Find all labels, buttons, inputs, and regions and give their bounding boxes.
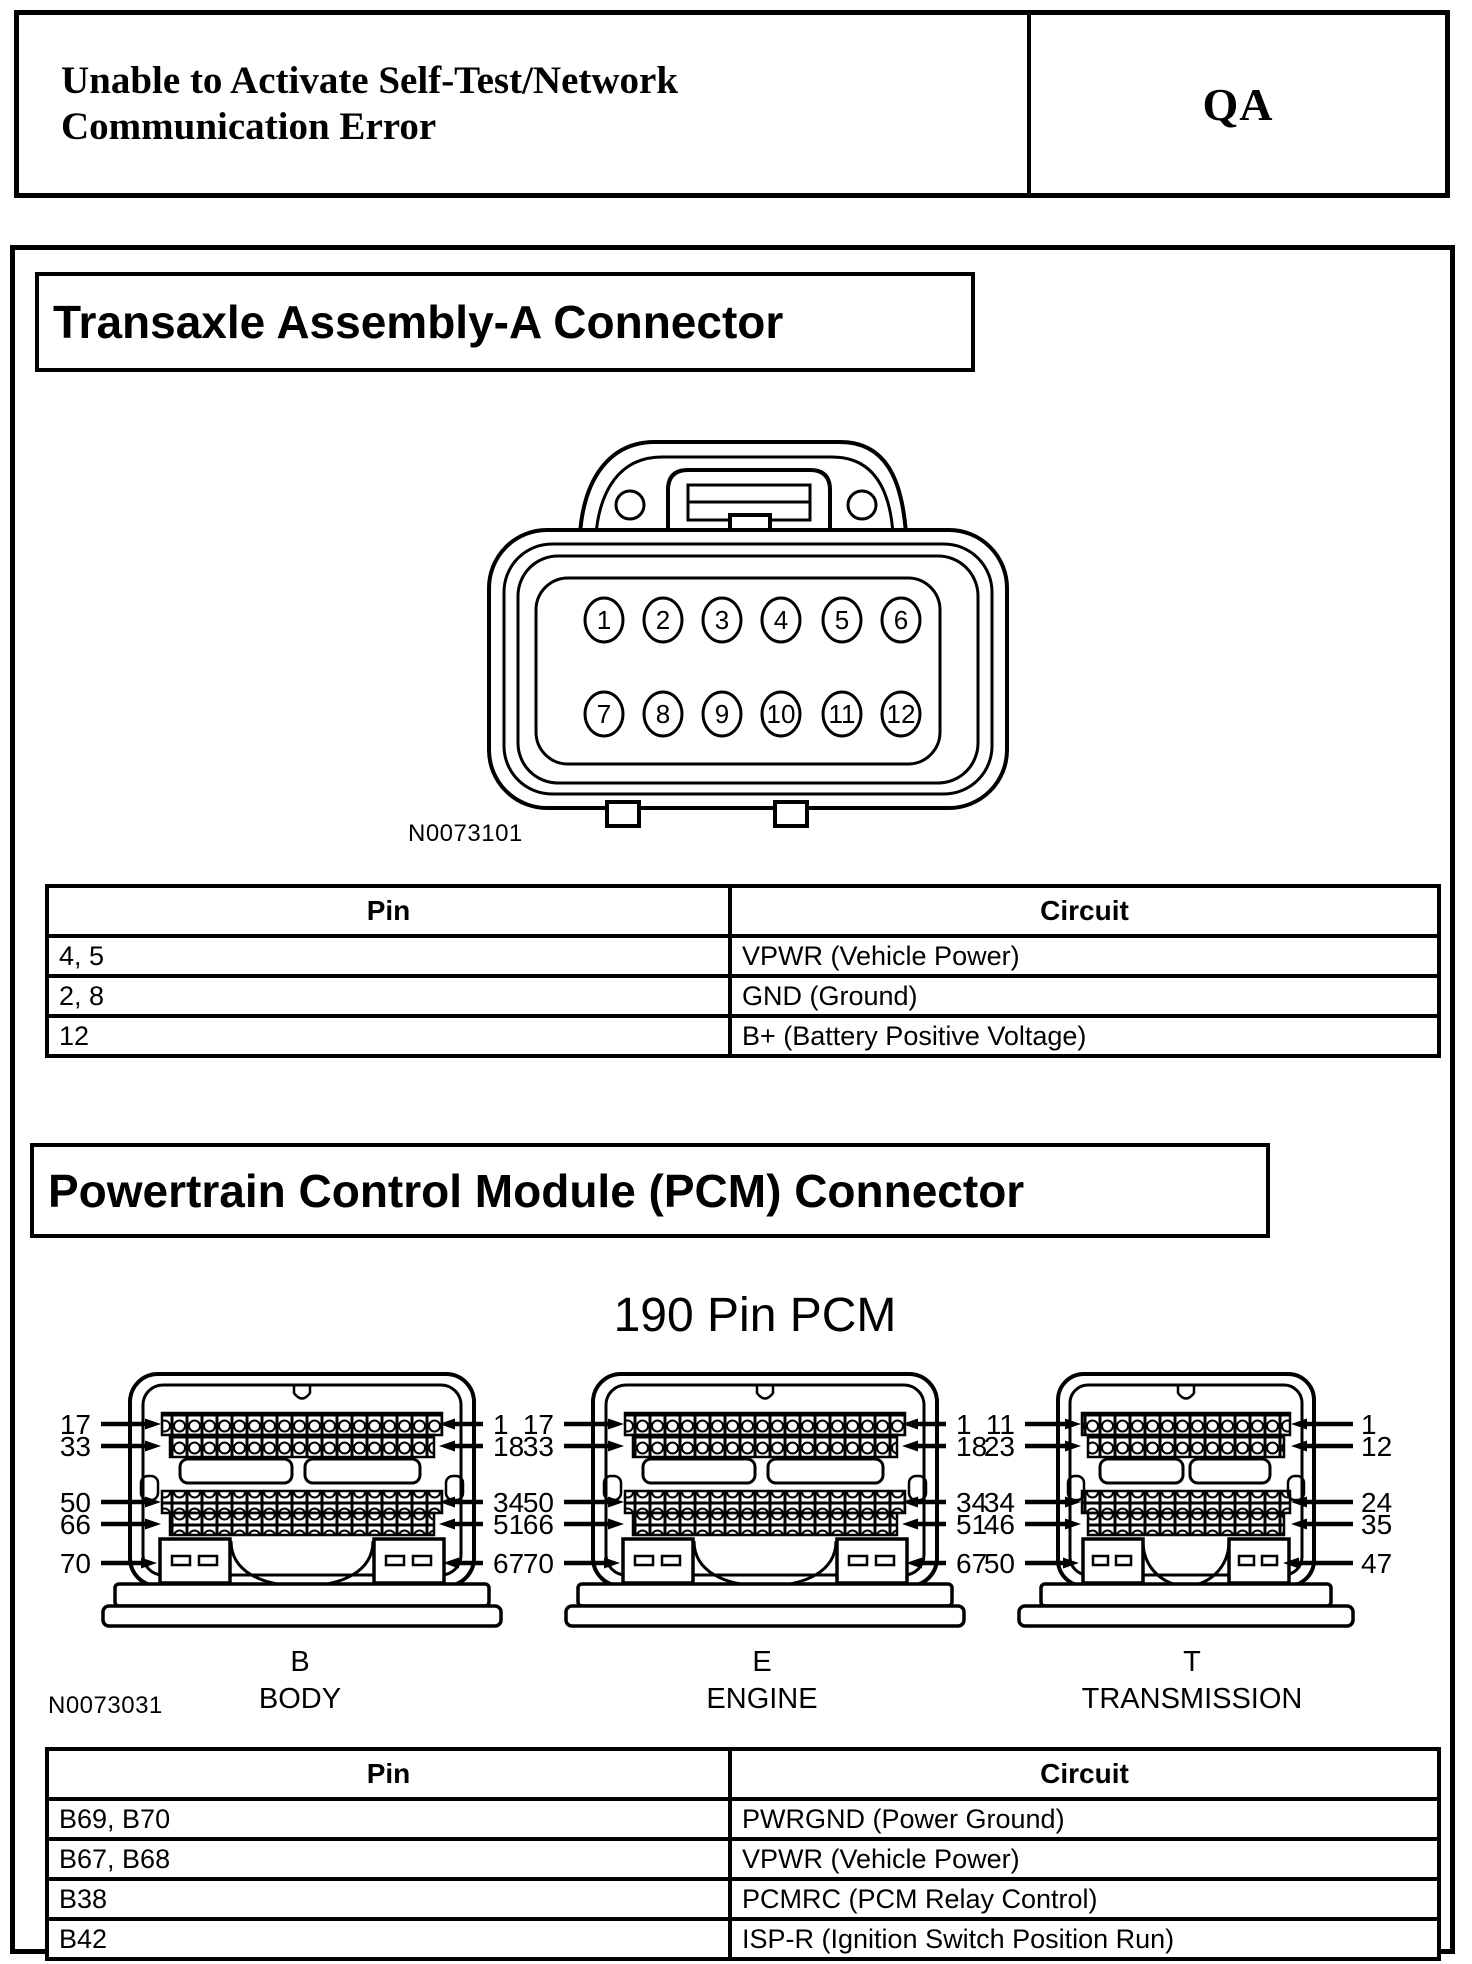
pin-cell: 12 xyxy=(47,1016,730,1056)
pin-number: 2 xyxy=(655,605,671,635)
transaxle-connector-diagram xyxy=(480,438,1020,838)
pcm-pin-label: 33 xyxy=(59,1431,91,1462)
pcm-pin-table xyxy=(45,1747,1441,1961)
pcm-pin-label: 51 xyxy=(956,1509,988,1540)
pcm-pin-label: 70 xyxy=(59,1548,91,1579)
pin-cell: B67, B68 xyxy=(47,1839,730,1879)
table-header-circuit: Circuit xyxy=(730,1749,1439,1799)
table-row xyxy=(47,976,1439,1016)
pcm-pin-label: 67 xyxy=(493,1548,525,1579)
pin-number: 12 xyxy=(886,699,916,729)
pcm-pin-label: 11 xyxy=(985,1409,1015,1440)
pcm-subtitle: 190 Pin PCM xyxy=(613,1289,897,1342)
pcm-pin-label: 18 xyxy=(493,1431,525,1462)
circuit-cell: VPWR (Vehicle Power) xyxy=(730,1839,1439,1879)
pcm-pin-label: 34 xyxy=(493,1487,525,1518)
pcm-pin-label: 1 xyxy=(956,1409,972,1440)
pcm-pin-label: 23 xyxy=(983,1431,1015,1462)
section-code: QA xyxy=(1202,78,1274,130)
pcm-pin-label: 66 xyxy=(522,1509,554,1540)
connector-code: E xyxy=(752,1646,772,1678)
pcm-pin-label: 1 xyxy=(1361,1409,1377,1440)
pcm-pin-label: 50 xyxy=(59,1487,91,1518)
pin-number: 10 xyxy=(766,699,796,729)
circuit-cell: VPWR (Vehicle Power) xyxy=(730,936,1439,976)
pcm-pin-label: 1 xyxy=(493,1409,509,1440)
pcm-pin-label: 35 xyxy=(1361,1509,1393,1540)
circuit-cell: PCMRC (PCM Relay Control) xyxy=(730,1879,1439,1919)
transaxle-pin-table xyxy=(45,884,1441,1058)
pin-cell: 4, 5 xyxy=(47,936,730,976)
connector-name: TRANSMISSION xyxy=(1081,1683,1303,1715)
pin-number: 4 xyxy=(773,605,789,635)
pin-number: 7 xyxy=(596,699,612,729)
pcm-pin-label: 50 xyxy=(983,1548,1015,1579)
section2-title: Powertrain Control Module (PCM) Connector xyxy=(30,1143,1270,1238)
connector-code: B xyxy=(290,1646,310,1678)
pcm-pin-label: 66 xyxy=(59,1509,91,1540)
table-header-circuit: Circuit xyxy=(730,886,1439,936)
pin-cell: B69, B70 xyxy=(47,1799,730,1839)
section1-title: Transaxle Assembly-A Connector xyxy=(35,272,975,372)
table-row xyxy=(47,1016,1439,1056)
pin-cell: B42 xyxy=(47,1919,730,1959)
page-title-line1: Unable to Activate Self-Test/Network xyxy=(61,58,679,102)
table-row xyxy=(47,936,1439,976)
pcm-pin-label: 50 xyxy=(522,1487,554,1518)
connector-name: BODY xyxy=(258,1683,342,1715)
pcm-pin-label: 17 xyxy=(59,1409,91,1440)
pin-number: 3 xyxy=(714,605,730,635)
page-title xyxy=(19,15,1031,193)
connector-code: T xyxy=(1183,1646,1201,1678)
page-header xyxy=(14,10,1450,198)
pin-number: 8 xyxy=(655,699,671,729)
pcm-pin-label: 46 xyxy=(983,1509,1015,1540)
pcm-pin-label: 18 xyxy=(956,1431,988,1462)
table-row xyxy=(47,1919,1439,1959)
circuit-cell: PWRGND (Power Ground) xyxy=(730,1799,1439,1839)
pin-number: 11 xyxy=(828,699,856,729)
circuit-cell: GND (Ground) xyxy=(730,976,1439,1016)
page-title-line2: Communication Error xyxy=(61,105,437,148)
table-row xyxy=(47,1879,1439,1919)
pcm-pin-label: 70 xyxy=(522,1548,554,1579)
table-row xyxy=(47,1839,1439,1879)
pin-number: 6 xyxy=(893,605,909,635)
circuit-cell: ISP-R (Ignition Switch Position Run) xyxy=(730,1919,1439,1959)
pcm-pin-label: 47 xyxy=(1361,1548,1393,1579)
pin-cell: 2, 8 xyxy=(47,976,730,1016)
table-header-pin: Pin xyxy=(47,886,730,936)
connector-name: ENGINE xyxy=(706,1683,818,1715)
figure-id: N0073101 xyxy=(408,820,523,847)
pin-number: 5 xyxy=(834,605,850,635)
pcm-pin-label: 33 xyxy=(522,1431,554,1462)
pcm-pin-label: 67 xyxy=(956,1548,988,1579)
circuit-cell: B+ (Battery Positive Voltage) xyxy=(730,1016,1439,1056)
pcm-connector-transmission-diagram xyxy=(943,1371,1425,1629)
pcm-pin-label: 12 xyxy=(1361,1431,1393,1462)
pcm-pin-label: 34 xyxy=(983,1487,1015,1518)
pin-number: 9 xyxy=(714,699,730,729)
pcm-pin-label: 34 xyxy=(956,1487,988,1518)
table-header-pin: Pin xyxy=(47,1749,730,1799)
pin-number: 1 xyxy=(596,605,612,635)
pcm-pin-label: 24 xyxy=(1361,1487,1393,1518)
table-row xyxy=(47,1799,1439,1839)
pin-cell: B38 xyxy=(47,1879,730,1919)
pcm-pin-label: 51 xyxy=(493,1509,525,1540)
figure-id: N0073031 xyxy=(48,1692,163,1719)
pcm-pin-label: 17 xyxy=(522,1409,554,1440)
